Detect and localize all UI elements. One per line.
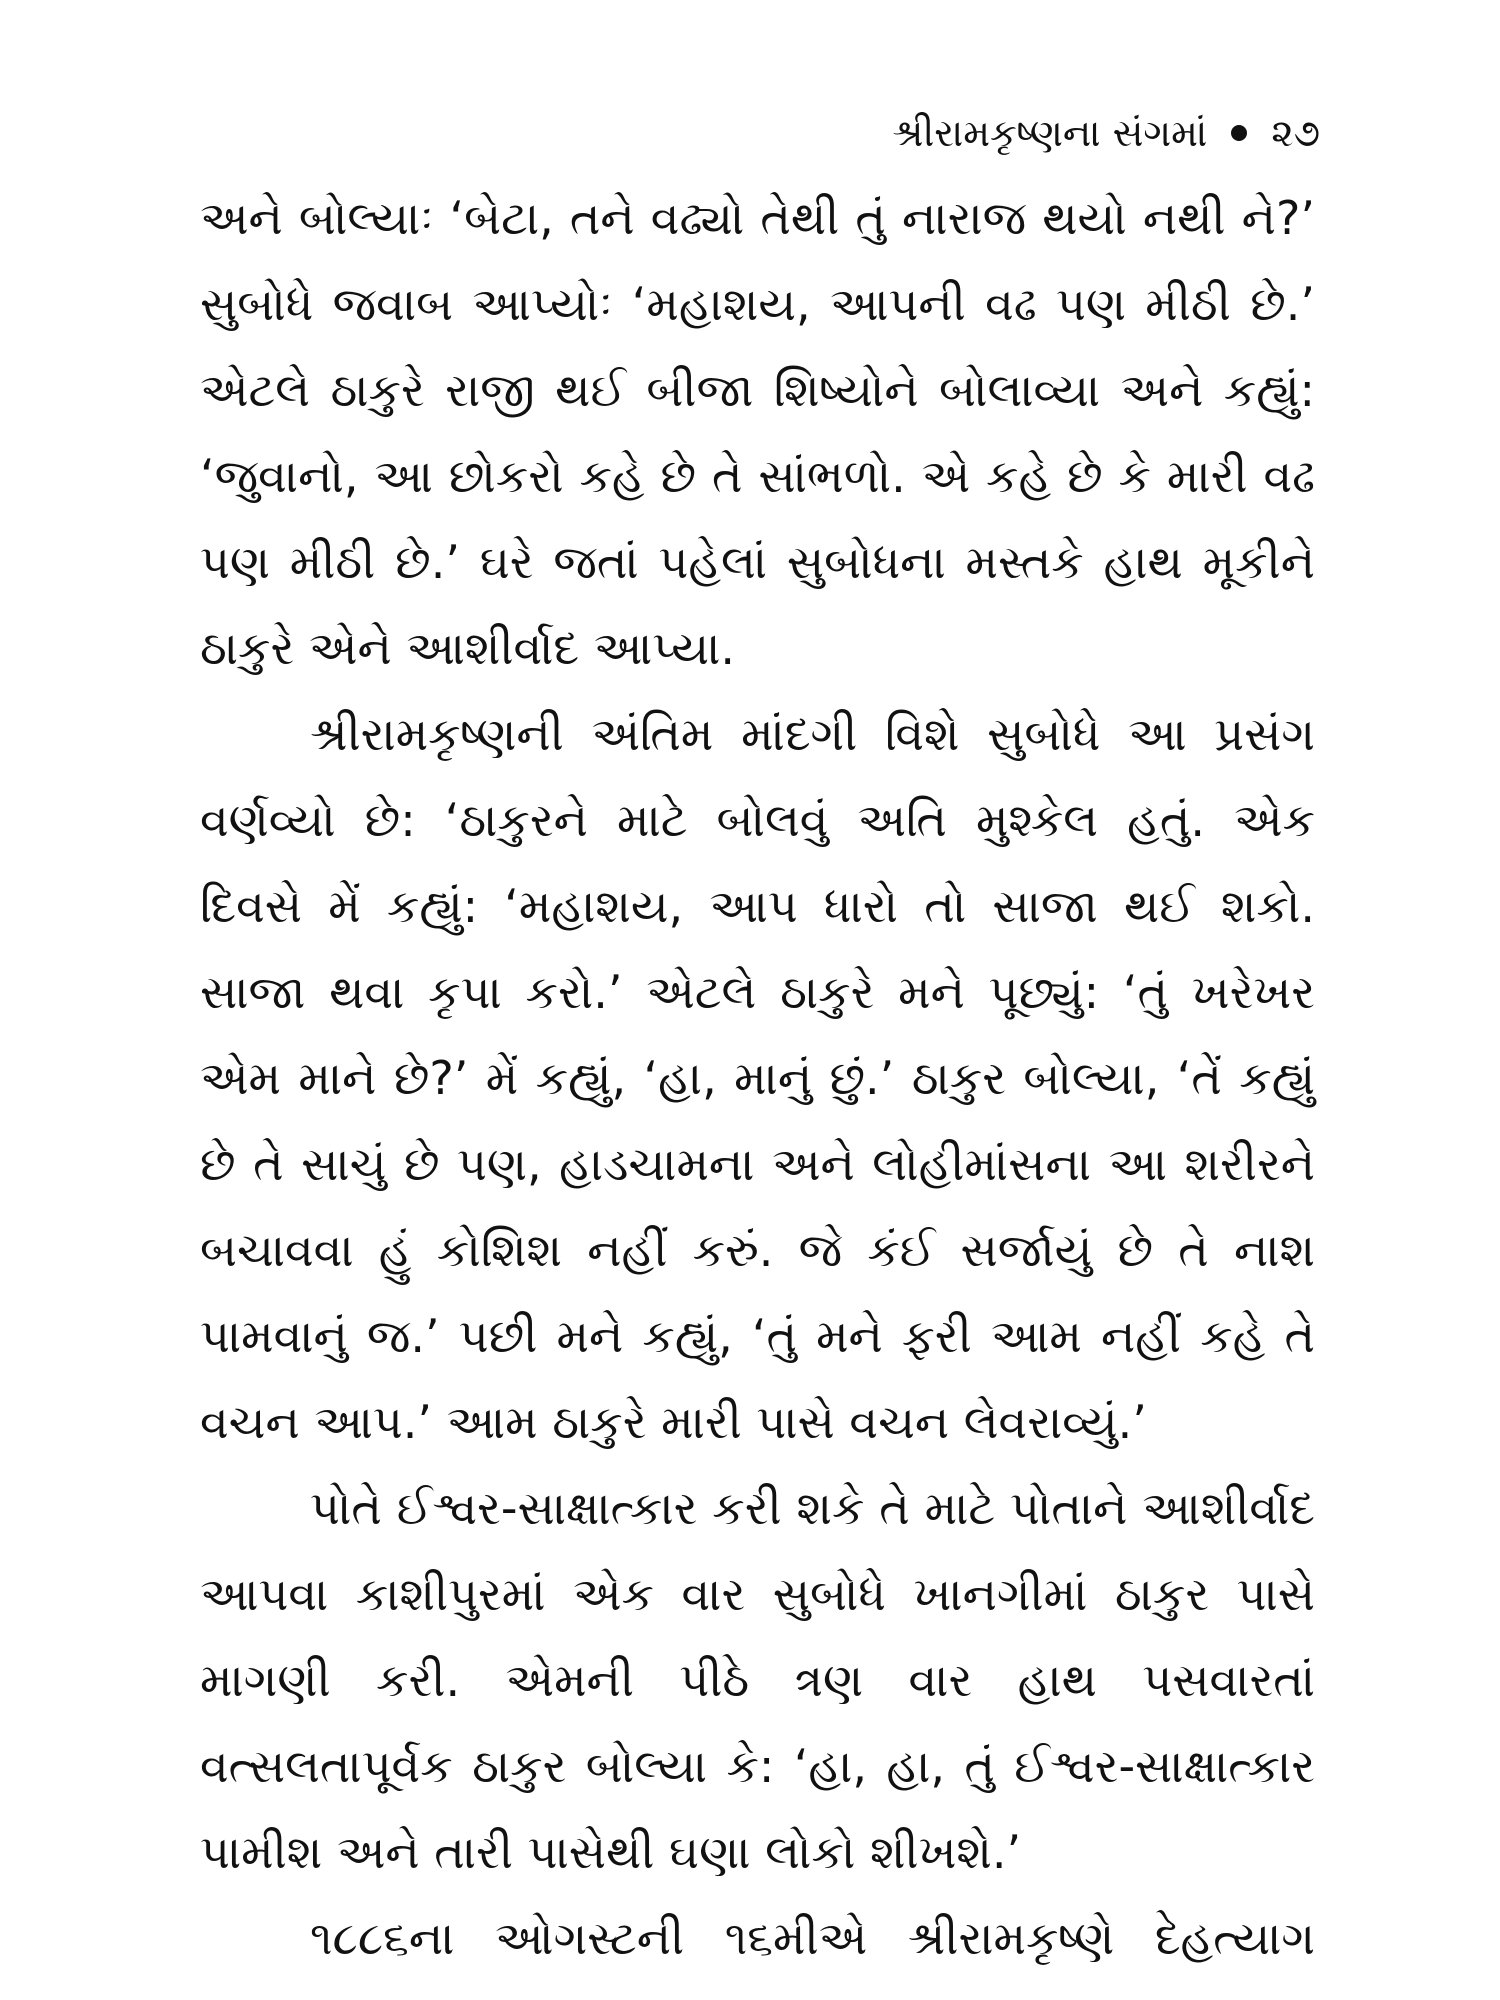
- page-body: [200, 175, 1315, 1981]
- paragraph-2: શ્રીરામકૃષ્ણની અંતિમ માંદગી વિશે સુબોધે આ પ્રસંગ વર્ણવ્યો છે: ‘ઠાકુરને માટે બોલવું અતિ મુશ્કેલ હતું. એક દિવસે મેં કહ્યું: ‘મહાશય, આપ ધારો તો સાજા થઈ શકો. સાજા થવા કૃપા કરો.’ એટલે ઠાકુરે મને પૂછ્યું: ‘તું ખરેખર એમ માને છે?’ મેં કહ્યું, ‘હા, માનું છું.’ ઠાકુર બોલ્યા, ‘તેં કહ્યું છે તે સાચું છે પણ, હાડચામના અને લોહીમાંસના આ શરીરને બચાવવા હું કોશિશ નહીં કરું. જે કંઈ સર્જાયું છે તે નાશ પામવાનું જ.’ પછી મને કહ્યું, ‘તું મને ફરી આમ નહીં કહે તે વચન આપ.’ આમ ઠાકુરે મારી પાસે વચન લેવરાવ્યું.’: [200, 707, 1315, 1449]
- paragraph-3: પોતે ઈશ્વર-સાક્ષાત્કાર કરી શકે તે માટે પોતાને આશીર્વાદ આપવા કાશીપુરમાં એક વાર સુબોધે ખાનગીમાં ઠાકુર પાસે માગણી કરી. એમની પીઠે ત્રણ વાર હાથ પસવારતાં વત્સલતાપૂર્વક ઠાકુર બોલ્યા કે: ‘હા, હા, તું ઈશ્વર-સાક્ષાત્કાર પામીશ અને તારી પાસેથી ઘણા લોકો શીખશે.’: [200, 1481, 1315, 1879]
- header-title: શ્રીરામકૃષ્ણના સંગમાં: [892, 110, 1208, 155]
- bullet-dot-icon: [1231, 125, 1247, 141]
- running-header: [892, 98, 1320, 168]
- paragraph-1: અને બોલ્યાઃ ‘બેટા, તને વઢ્યો તેથી તું નારાજ થયો નથી ને?’ સુબોધે જવાબ આપ્યોઃ ‘મહાશય, આપની વઢ પણ મીઠી છે.’ એટલે ઠાકુરે રાજી થઈ બીજા શિષ્યોને બોલાવ્યા અને કહ્યું: ‘જુવાનો, આ છોકરો કહે છે તે સાંભળો. એ કહે છે કે મારી વઢ પણ મીઠી છે.’ ઘરે જતાં પહેલાં સુબોધના મસ્તકે હાથ મૂકીને ઠાકુરે એને આશીર્વાદ આપ્યા.: [200, 191, 1315, 675]
- paragraph-4: ૧૮૮૬ના ઓગસ્ટની ૧૬મીએ શ્રીરામકૃષ્ણે દેહત્યાગ: [310, 1911, 1315, 1965]
- page-number: ૨૭: [1271, 110, 1320, 155]
